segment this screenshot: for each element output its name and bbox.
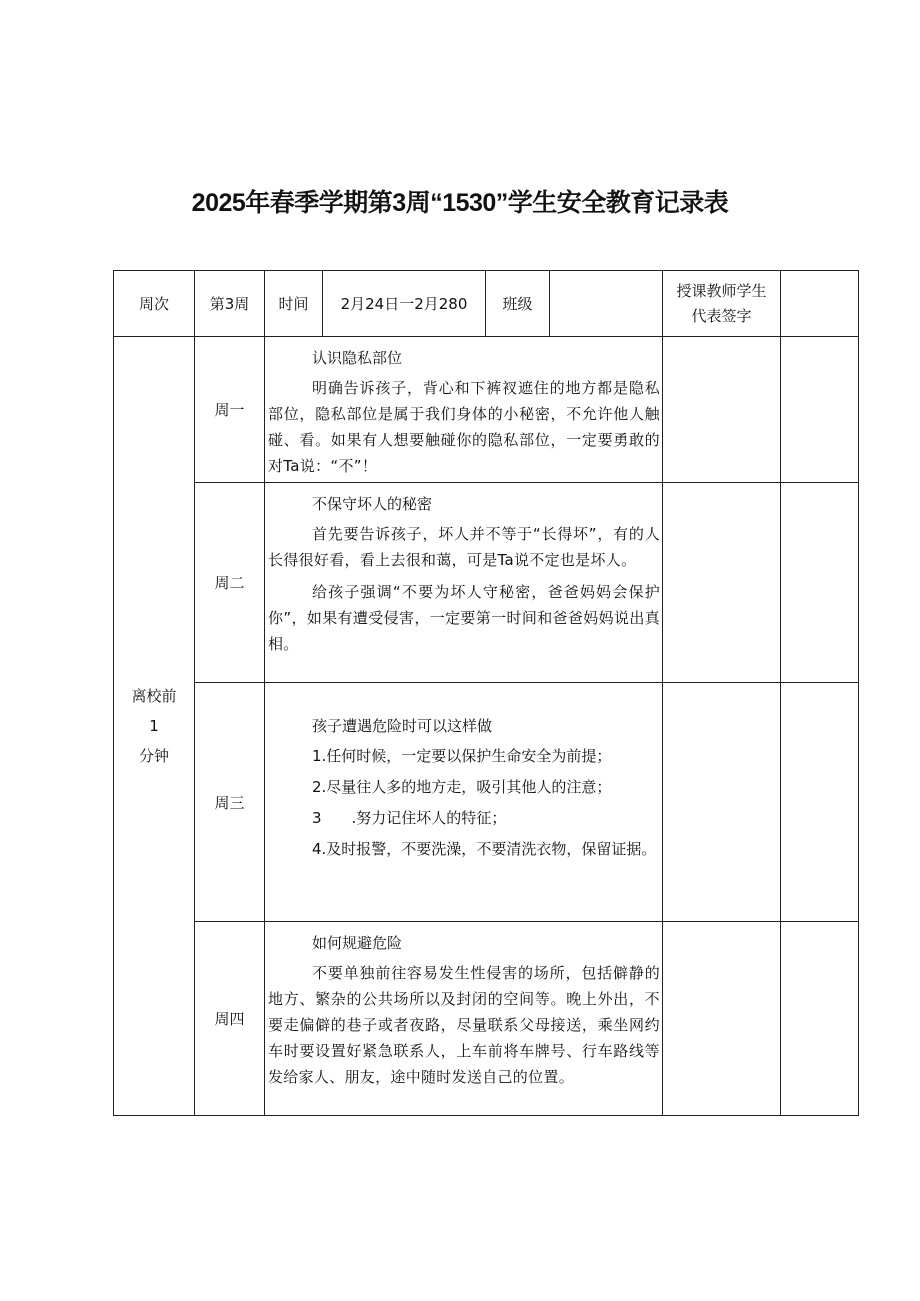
content-paragraph: 不要单独前往容易发生性侵害的场所，包括僻静的地方、繁杂的公共场所以及封闭的空间等。晚上外出，不要走偏僻的巷子或者夜路，尽量联系父母接送，乘坐网约车时要设置好紧急联系人，上车前将车牌号、行车路线等发给家人、朋友，途中随时发送自己的位置。 — [268, 964, 660, 1086]
student-sign-cell[interactable] — [781, 483, 859, 683]
table-row — [114, 483, 859, 683]
teacher-sign-cell[interactable] — [663, 483, 781, 683]
list-item: 4.及时报警，不要洗澡，不要清洗衣物，保留证据。 — [312, 840, 657, 858]
list-item: 3 .努力记住坏人的特征； — [312, 809, 507, 827]
teacher-sign-cell[interactable] — [663, 922, 781, 1116]
sign-label-line2: 代表签字 — [691, 306, 752, 325]
sign-value-cell[interactable] — [781, 271, 859, 337]
day-cell: 周二 — [195, 483, 265, 683]
content-cell — [265, 683, 663, 922]
day-cell: 周三 — [195, 683, 265, 922]
time-label: 时间 — [265, 271, 323, 337]
content-cell — [265, 922, 663, 1116]
category-line3: 分钟 — [138, 747, 169, 765]
content-paragraph: 明确告诉孩子，背心和下裤衩遮住的地方都是隐私部位，隐私部位是属于我们身体的小秘密，不允许他人触碰、看。如果有人想要触碰你的隐私部位，一定要勇敢的对Ta说：“不”！ — [268, 379, 660, 475]
content-cell — [265, 337, 663, 483]
category-line2: 1 — [149, 717, 159, 735]
content-cell — [265, 483, 663, 683]
list-item: 2.尽量往人多的地方走，吸引其他人的注意； — [312, 778, 612, 796]
header-row — [114, 271, 859, 337]
class-value-cell[interactable] — [550, 271, 663, 337]
time-value: 2月24日一2月280 — [323, 271, 486, 337]
teacher-sign-cell[interactable] — [663, 683, 781, 922]
student-sign-cell[interactable] — [781, 683, 859, 922]
record-table — [113, 270, 859, 1116]
student-sign-cell[interactable] — [781, 922, 859, 1116]
teacher-sign-cell[interactable] — [663, 337, 781, 483]
category-cell — [114, 337, 195, 1116]
content-heading: 如何规避危险 — [312, 934, 403, 952]
week-label: 周次 — [114, 271, 195, 337]
table-row — [114, 683, 859, 922]
content-paragraph: 首先要告诉孩子，坏人并不等于“长得坏”，有的人长得很好看，看上去很和蔼，可是Ta说不定也是坏人。 — [268, 525, 660, 569]
student-sign-cell[interactable] — [781, 337, 859, 483]
page-title: 2025年春季学期第3周“1530”学生安全教育记录表 — [191, 189, 729, 217]
content-heading: 孩子遭遇危险时可以这样做 — [312, 717, 493, 735]
week-value: 第3周 — [195, 271, 265, 337]
table-row — [114, 922, 859, 1116]
content-heading: 不保守坏人的秘密 — [312, 495, 433, 513]
table-row — [114, 337, 859, 483]
list-item: 1.任何时候，一定要以保护生命安全为前提； — [312, 747, 612, 765]
day-cell: 周四 — [195, 922, 265, 1116]
class-label: 班级 — [486, 271, 550, 337]
content-heading: 认识隐私部位 — [312, 349, 403, 367]
day-cell: 周一 — [195, 337, 265, 483]
sign-label — [663, 271, 781, 337]
category-line1: 离校前 — [131, 687, 177, 705]
sign-label-line1: 授课教师学生 — [676, 281, 767, 300]
content-paragraph: 给孩子强调“不要为坏人守秘密，爸爸妈妈会保护你”，如果有遭受侵害，一定要第一时间和爸爸妈妈说出真相。 — [268, 583, 660, 653]
